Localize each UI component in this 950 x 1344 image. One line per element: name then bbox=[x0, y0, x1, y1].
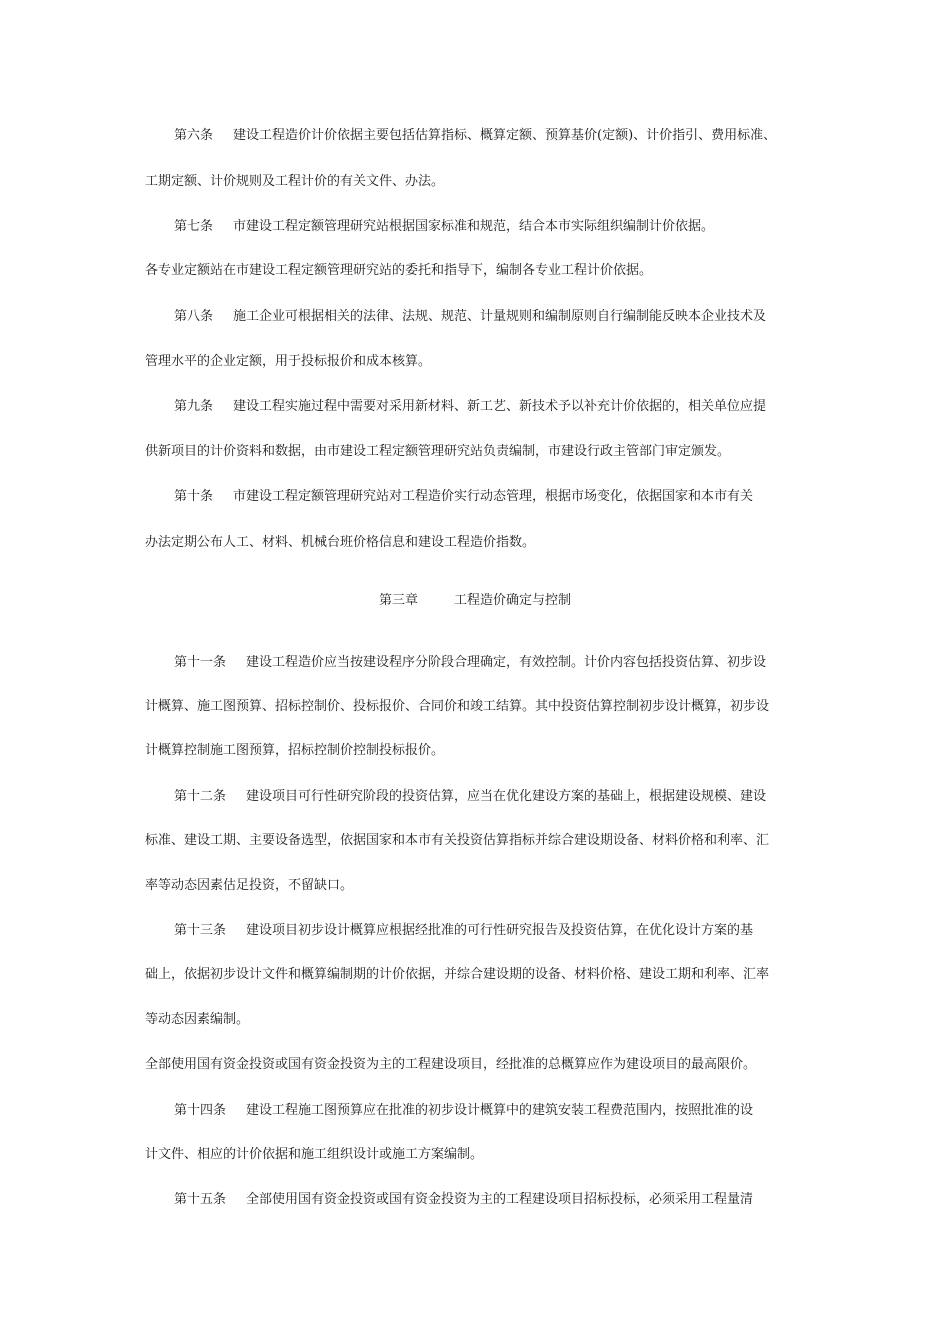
article-12-line-3: 率等动态因素估足投资，不留缺口。 bbox=[145, 878, 354, 893]
article-15-label: 第十五条 bbox=[174, 1192, 227, 1207]
article-9-line-1 bbox=[174, 398, 817, 416]
chapter-number: 第三章 bbox=[378, 593, 418, 608]
article-6-text-1: 建设工程造价计价依据主要包括估算指标、概算定额、预算基价(定额)、计价指引、费用标准、 bbox=[233, 128, 777, 143]
article-15-text-1: 全部使用国有资金投资或国有资金投资为主的工程建设项目招标投标，必须采用工程量清 bbox=[246, 1192, 754, 1207]
article-10-label: 第十条 bbox=[174, 489, 214, 504]
article-8-line-1 bbox=[174, 308, 817, 326]
article-13-label: 第十三条 bbox=[174, 923, 227, 938]
article-8-label: 第八条 bbox=[174, 309, 214, 324]
article-9-line-2: 供新项目的计价资料和数据，由市建设工程定额管理研究站负责编制，市建设行政主管部门审定颁发。 bbox=[145, 444, 731, 459]
article-11-text-1: 建设工程造价应当按建设程序分阶段合理确定，有效控制。计价内容包括投资估算、初步设 bbox=[246, 655, 767, 670]
article-6-label: 第六条 bbox=[174, 128, 214, 143]
article-6-line-1 bbox=[174, 127, 817, 145]
article-11-label: 第十一条 bbox=[174, 655, 227, 670]
article-13-line-1 bbox=[174, 922, 817, 940]
article-11-line-1 bbox=[174, 654, 817, 672]
article-13-line-3: 等动态因素编制。 bbox=[145, 1012, 250, 1027]
article-12-line-2: 标准、建设工期、主要设备选型，依据国家和本市有关投资估算指标并综合建设期设备、材料价格和利率、汇 bbox=[145, 833, 770, 848]
article-10-line-2: 办法定期公布人工、材料、机械台班价格信息和建设工程造价指数。 bbox=[145, 535, 536, 550]
article-6-line-2: 工期定额、计价规则及工程计价的有关文件、办法。 bbox=[145, 174, 445, 189]
article-7-line-1 bbox=[174, 218, 817, 236]
article-11-line-3: 计概算控制施工图预算，招标控制价控制投标报价。 bbox=[145, 743, 445, 758]
chapter-heading bbox=[0, 592, 950, 610]
article-12-line-1 bbox=[174, 788, 817, 806]
article-8-line-2: 管理水平的企业定额，用于投标报价和成本核算。 bbox=[145, 354, 432, 369]
article-14-label: 第十四条 bbox=[174, 1103, 227, 1118]
article-14-text-1: 建设工程施工图预算应在批准的初步设计概算中的建筑安装工程费范围内，按照批准的设 bbox=[246, 1103, 754, 1118]
article-7-label: 第七条 bbox=[174, 219, 214, 234]
article-13-line-4: 全部使用国有资金投资或国有资金投资为主的工程建设项目，经批准的总概算应作为建设项目的最高限价。 bbox=[145, 1057, 757, 1072]
article-8-text-1: 施工企业可根据相关的法律、法规、规范、计量规则和编制原则自行编制能反映本企业技术及 bbox=[233, 309, 767, 324]
article-11-line-2: 计概算、施工图预算、招标控制价、投标报价、合同价和竣工结算。其中投资估算控制初步设计概算，初步设 bbox=[145, 699, 770, 714]
article-13-line-2: 础上，依据初步设计文件和概算编制期的计价依据，并综合建设期的设备、材料价格、建设工期和利率、汇率 bbox=[145, 967, 770, 982]
article-14-line-1 bbox=[174, 1102, 817, 1120]
article-10-text-1: 市建设工程定额管理研究站对工程造价实行动态管理，根据市场变化，依据国家和本市有关 bbox=[233, 489, 754, 504]
article-12-label: 第十二条 bbox=[174, 789, 227, 804]
article-12-text-1: 建设项目可行性研究阶段的投资估算，应当在优化建设方案的基础上，根据建设规模、建设 bbox=[246, 789, 767, 804]
article-10-line-1 bbox=[174, 488, 817, 506]
article-13-text-1: 建设项目初步设计概算应根据经批准的可行性研究报告及投资估算，在优化设计方案的基 bbox=[246, 923, 754, 938]
article-7-text-1: 市建设工程定额管理研究站根据国家标准和规范，结合本市实际组织编制计价依据。 bbox=[233, 219, 715, 234]
article-9-text-1: 建设工程实施过程中需要对采用新材料、新工艺、新技术予以补充计价依据的，相关单位应提 bbox=[233, 399, 767, 414]
article-14-line-2: 计文件、相应的计价依据和施工组织设计或施工方案编制。 bbox=[145, 1147, 484, 1162]
article-9-label: 第九条 bbox=[174, 399, 214, 414]
chapter-title: 工程造价确定与控制 bbox=[454, 593, 572, 608]
article-7-line-2: 各专业定额站在市建设工程定额管理研究站的委托和指导下，编制各专业工程计价依据。 bbox=[145, 263, 653, 278]
article-15-line-1 bbox=[174, 1191, 817, 1209]
